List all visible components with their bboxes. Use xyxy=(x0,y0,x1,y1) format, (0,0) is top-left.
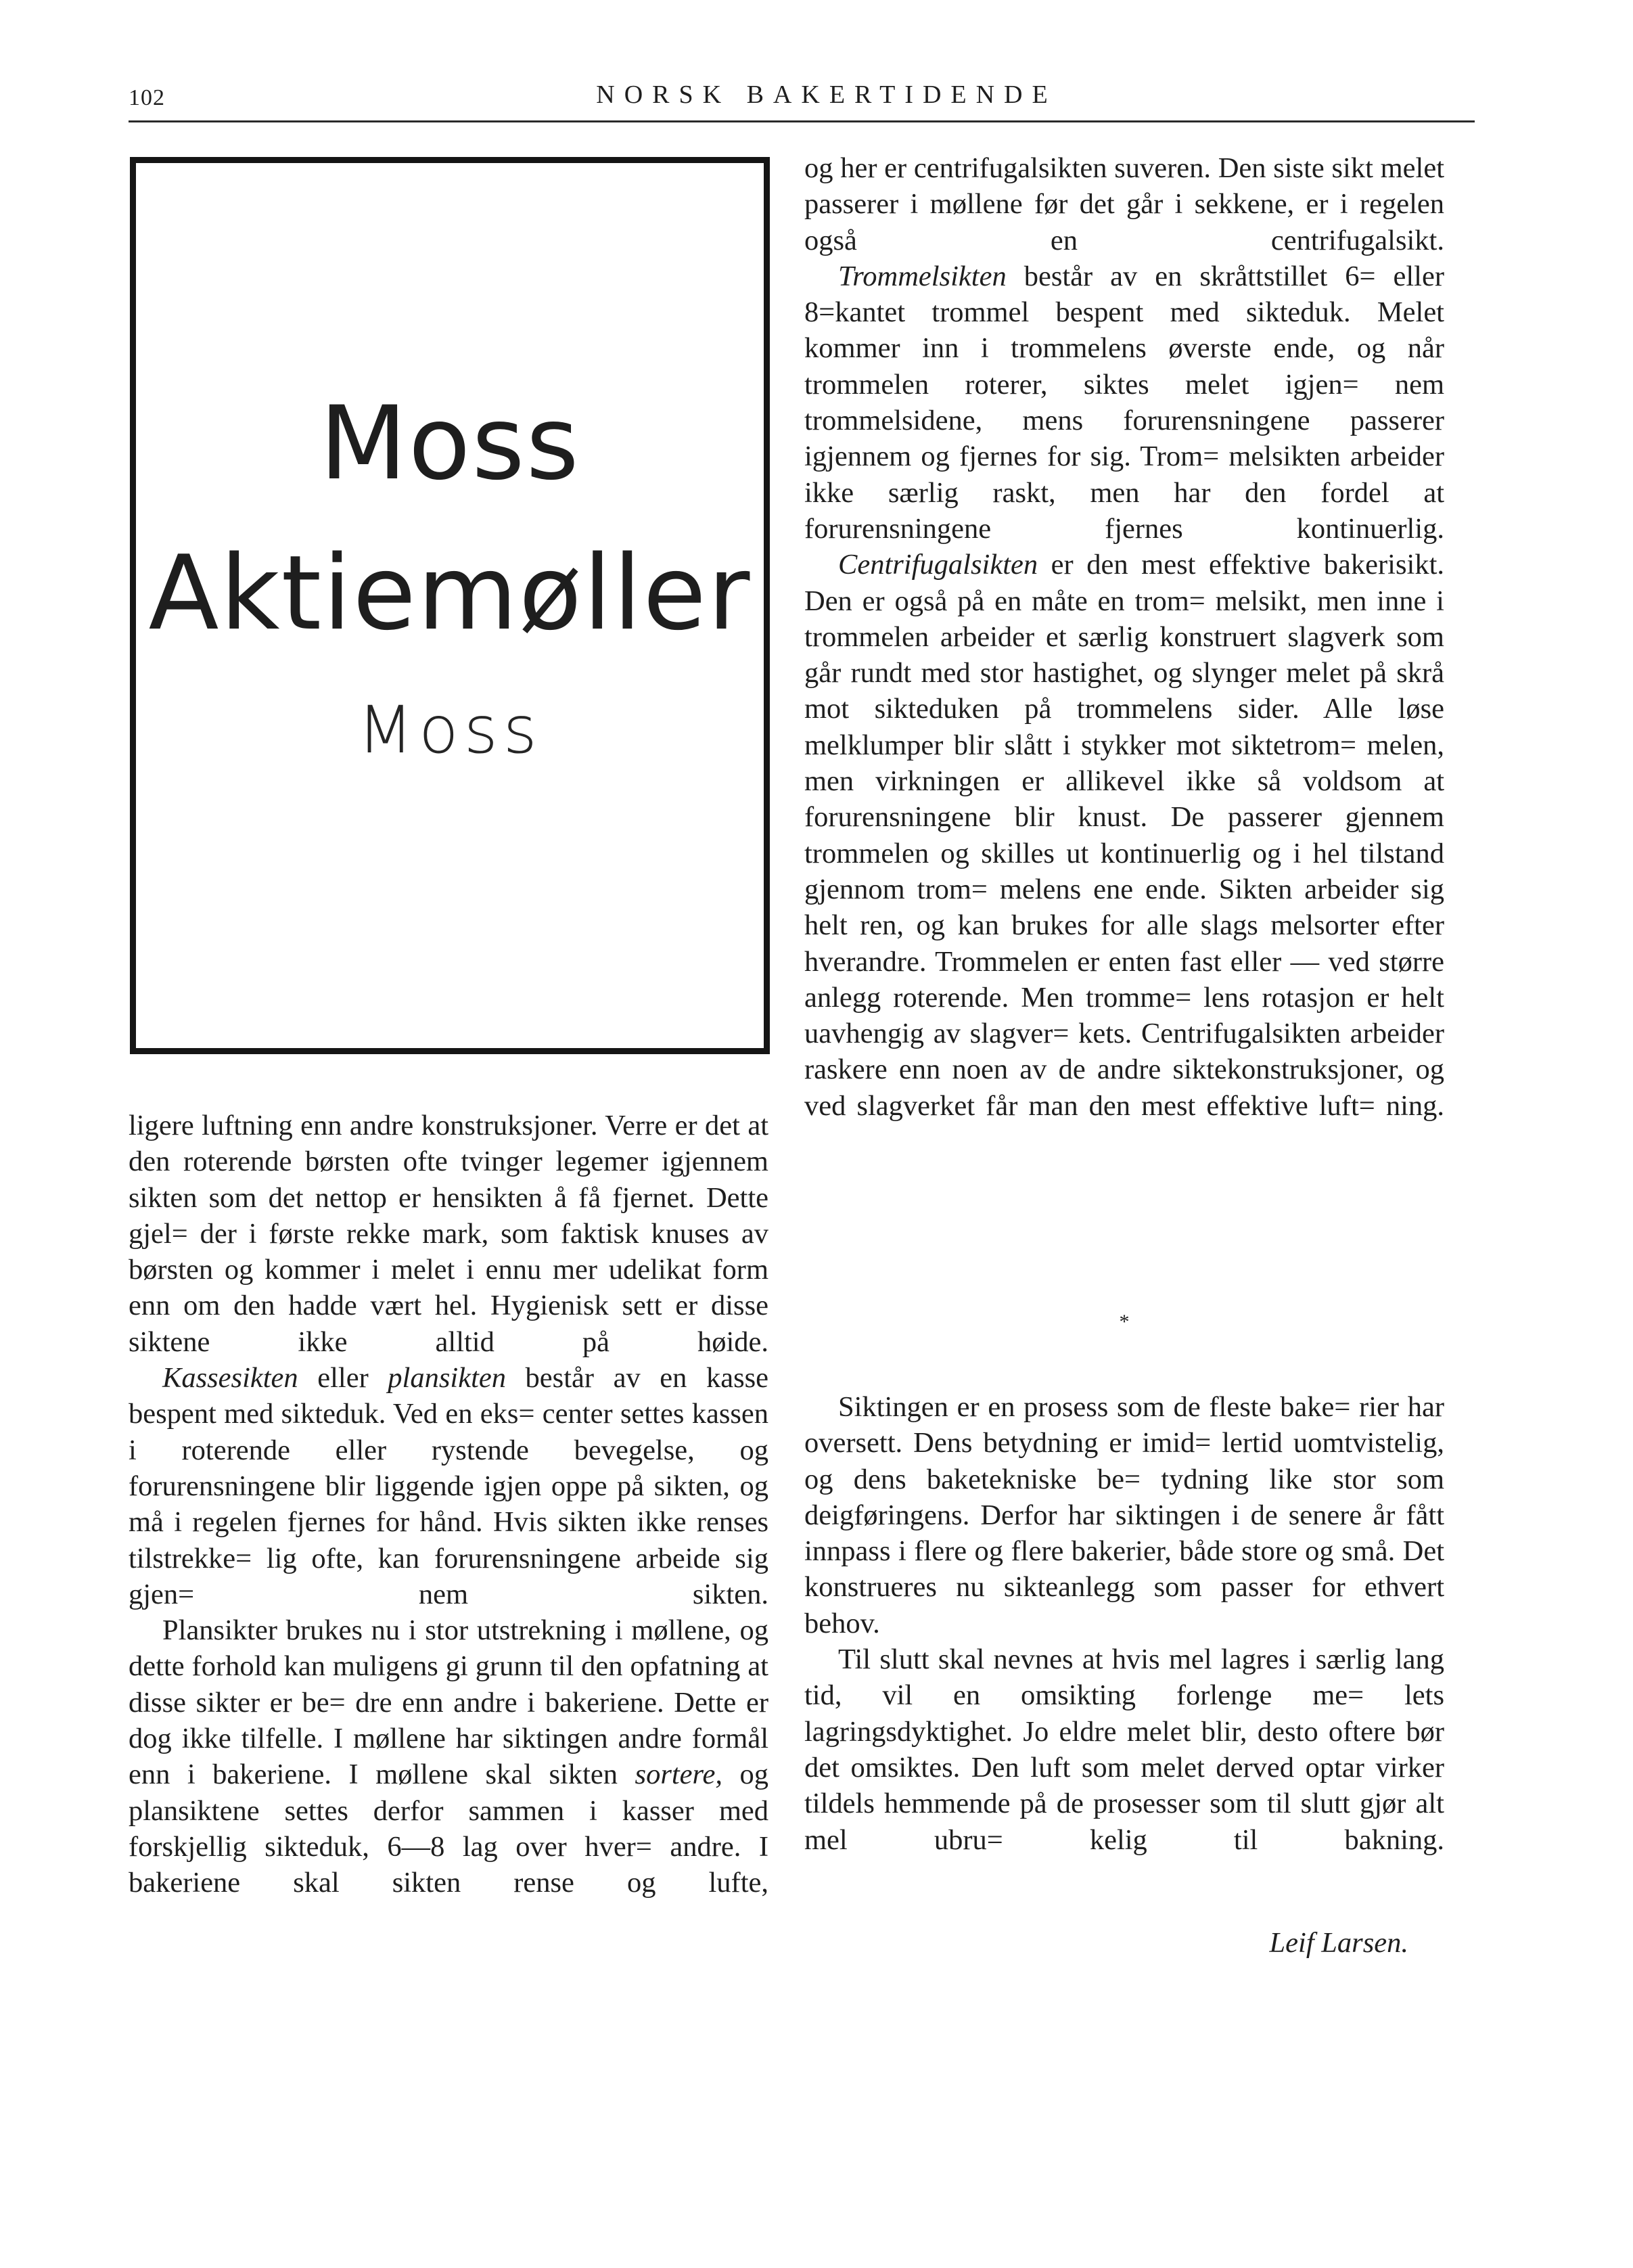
text-line: sekkene, er i regelen også en centrifugalsikt. xyxy=(804,188,1444,256)
text-line: konstrueres nu sikteanlegg som passer for xyxy=(804,1571,1346,1604)
text-line: sikteduken på trommelens sider. Alle løse xyxy=(874,693,1445,725)
text-line: andre. I bakeriene skal sikten rense og lufte, xyxy=(129,1830,768,1899)
advertisement-box xyxy=(130,157,770,1054)
text-line: på de prosesser som til slutt gjør alt mel ubru= xyxy=(804,1788,1444,1856)
text-line: høide. xyxy=(697,1325,768,1358)
text-line: slagverket får man den mest effektive luft= xyxy=(856,1089,1375,1122)
text-line: melsikten arbeider ikke særlig raskt, men xyxy=(804,440,1445,509)
text-line: melsikt, men inne i trommelen arbeider et xyxy=(804,585,1444,653)
term-kassesikten: Kassesikten xyxy=(162,1362,298,1394)
text-line: noen av de andre siktekonstruksjoner, og ved xyxy=(804,1053,1444,1122)
text-line: igjen oppe på sikten, og må i regelen fjernes xyxy=(129,1470,768,1539)
running-head: NORSK BAKERTIDENDE xyxy=(596,81,1057,109)
paragraph-luftning xyxy=(129,1108,768,1360)
text-line: med forskjellig sikteduk, 6—8 lag over hver= xyxy=(129,1794,769,1863)
term-centrifugalsikten: Centrifugalsikten xyxy=(838,549,1038,581)
paragraph-kassesikten xyxy=(129,1360,768,1612)
text-line: ved større anlegg roterende. Men tromme= xyxy=(804,945,1445,1014)
text-line: passerer gjennem trommelen og skilles ut xyxy=(804,801,1444,869)
text-line: Til slutt skal nevnes at hvis mel lagres i xyxy=(838,1643,1307,1676)
text-line: møllene, og dette forhold kan muligens gi xyxy=(129,1614,769,1683)
text-line: kets. Centrifugalsikten arbeider raskere enn xyxy=(804,1018,1444,1086)
left-column xyxy=(129,1108,768,1901)
text-line: Verre er det at den roterende børsten ofte xyxy=(129,1110,769,1178)
right-column-top xyxy=(804,150,1444,1124)
text-line: og kan brukes for alle slags melsorter efter xyxy=(916,909,1445,942)
text-fragment: består av en xyxy=(506,1362,687,1394)
text-line: nem sikten. xyxy=(418,1578,768,1610)
text-line: nettop er hensikten å få fjernet. Dette gjel= xyxy=(129,1181,768,1250)
text-line: for hånd. Hvis sikten ikke renses tilstrekke= xyxy=(129,1506,769,1574)
text-line: tydning like stor som deigføringens. Derfor xyxy=(804,1463,1444,1531)
text-line: lig ofte, kan forurensningene arbeide sig gjen= xyxy=(129,1542,769,1610)
paragraph-til-slutt xyxy=(804,1641,1444,1858)
text-line: sikt melet passerer i møllene før det går i xyxy=(804,152,1445,221)
text-line: rier har oversett. Dens betydning er imid= xyxy=(804,1391,1444,1459)
text-line: dre enn andre i bakeriene. Dette er dog ikke xyxy=(129,1686,768,1755)
text-line: grunn til den opfatning at disse sikter er be= xyxy=(129,1650,768,1719)
text-line: nem trommelsidene, mens forurensningene xyxy=(804,368,1444,437)
text-line: Melet kommer inn i trommelens øverste ende, xyxy=(804,296,1444,365)
author-signature: Leif Larsen. xyxy=(1269,1927,1408,1959)
text-line: ethvert behov. xyxy=(804,1571,1444,1639)
text-line: ning. xyxy=(1385,1089,1445,1122)
text-line: udelikat form enn om den hadde vært hel. xyxy=(129,1254,769,1322)
text-line: og plansiktene settes derfor sammen i kasser xyxy=(129,1759,769,1827)
term-trommelsikten: Trommelsikten xyxy=(838,260,1007,292)
text-line: særlig konstruert slagverk som går rundt med xyxy=(804,620,1444,689)
text-line: der i første rekke mark, som faktisk knuses xyxy=(200,1217,730,1250)
paragraph-centrifugal-intro xyxy=(804,150,1444,258)
text-line: kontinuerlig og i hel tilstand gjennom trom= xyxy=(804,837,1444,905)
text-line: voldsom at forurensningene blir knust. De xyxy=(804,765,1445,834)
text-line: kasse bespent med sikteduk. Ved en eks= xyxy=(129,1362,769,1430)
text-line: tvinger legemer igjennem sikten som det xyxy=(129,1146,768,1214)
text-line: melklumper blir slått i stykker mot siktetrom= xyxy=(804,729,1356,761)
text-line: bakerisikt. Den er også på en måte en trom= xyxy=(804,549,1444,617)
paragraph-trommelsikten xyxy=(804,258,1444,547)
paragraph-centrifugalsikten xyxy=(804,547,1444,1124)
text-line: passerer igjennem og fjernes for sig. Trom= xyxy=(804,405,1444,473)
paragraph-siktingen xyxy=(804,1389,1444,1641)
text-line: lets lagringsdyktighet. Jo eldre melet blir, xyxy=(804,1679,1444,1748)
text-fragment: er den mest effektive xyxy=(1038,549,1311,581)
text-line: lens rotasjon er helt uavhengig av slagver= xyxy=(804,981,1444,1050)
text-line: desto oftere bør det omsiktes. Den luft som xyxy=(804,1715,1444,1784)
text-line: kontinuerlig. xyxy=(1296,512,1444,545)
text-line: flere og flere bakerier, både store og små. Det xyxy=(914,1535,1445,1568)
term-sortere: sortere, xyxy=(635,1759,722,1791)
text-line: hverandre. Trommelen er enten fast eller — xyxy=(804,945,1320,978)
text-line: melen, men virkningen er allikevel ikke så xyxy=(804,729,1445,798)
text-line: kelig til bakning. xyxy=(1089,1823,1444,1856)
paragraph-plansikter xyxy=(129,1612,768,1901)
text-line: melens ene ende. Sikten arbeider sig helt ren, xyxy=(804,873,1445,942)
page-number: 102 xyxy=(129,85,165,110)
ad-word-aktiemoller: Aktiemøller xyxy=(148,533,752,653)
text-line: har siktingen i de senere år fått innpass i xyxy=(804,1499,1444,1568)
text-line: ligere luftning enn andre konstruksjoner. xyxy=(129,1110,598,1141)
section-divider-star: * xyxy=(1119,1311,1130,1333)
text-fragment: enn i bakeriene. I møllene skal sikten xyxy=(129,1759,635,1791)
text-line: Siktingen er en prosess som de fleste bake= xyxy=(838,1391,1351,1423)
ad-word-moss: Moss xyxy=(319,385,580,503)
text-line: særlig lang tid, vil en omsikting forlenge me= xyxy=(804,1643,1445,1712)
header-rule xyxy=(129,120,1475,122)
text-line: og her er centrifugalsikten suveren. Den siste xyxy=(804,152,1325,184)
text-line: av børsten og kommer i melet i ennu mer xyxy=(129,1217,769,1286)
text-line: center settes kassen i roterende eller rystende xyxy=(129,1398,769,1466)
ad-word-moss-location: Moss xyxy=(357,692,543,768)
text-line: bevegelse, og forurensningene blir liggende xyxy=(129,1434,768,1502)
text-fragment: består av en skråttstillet 6= xyxy=(1006,260,1376,292)
text-fragment: eller xyxy=(298,1362,388,1394)
text-line: lertid uomtvistelig, og dens baketekniske be= xyxy=(804,1427,1444,1495)
text-line: Plansikter brukes nu i stor utstrekning i xyxy=(162,1614,623,1647)
text-line: stor hastighet, og slynger melet på skrå mot xyxy=(804,657,1445,725)
text-line: har den fordel at forurensningene fjernes xyxy=(804,476,1445,545)
text-line: tilfelle. I møllene har siktingen andre formål xyxy=(241,1723,769,1755)
text-line: Hygienisk sett er disse siktene ikke alltid på xyxy=(129,1290,769,1358)
right-column-bottom xyxy=(804,1389,1444,1858)
text-line: eller 8=kantet trommel bespent med sikteduk. xyxy=(804,260,1444,329)
text-line: og når trommelen roterer, siktes melet igjen= xyxy=(804,332,1444,401)
text-line: melet derved optar virker tildels hemmende xyxy=(804,1751,1444,1820)
term-plansikten: plansikten xyxy=(388,1362,506,1394)
